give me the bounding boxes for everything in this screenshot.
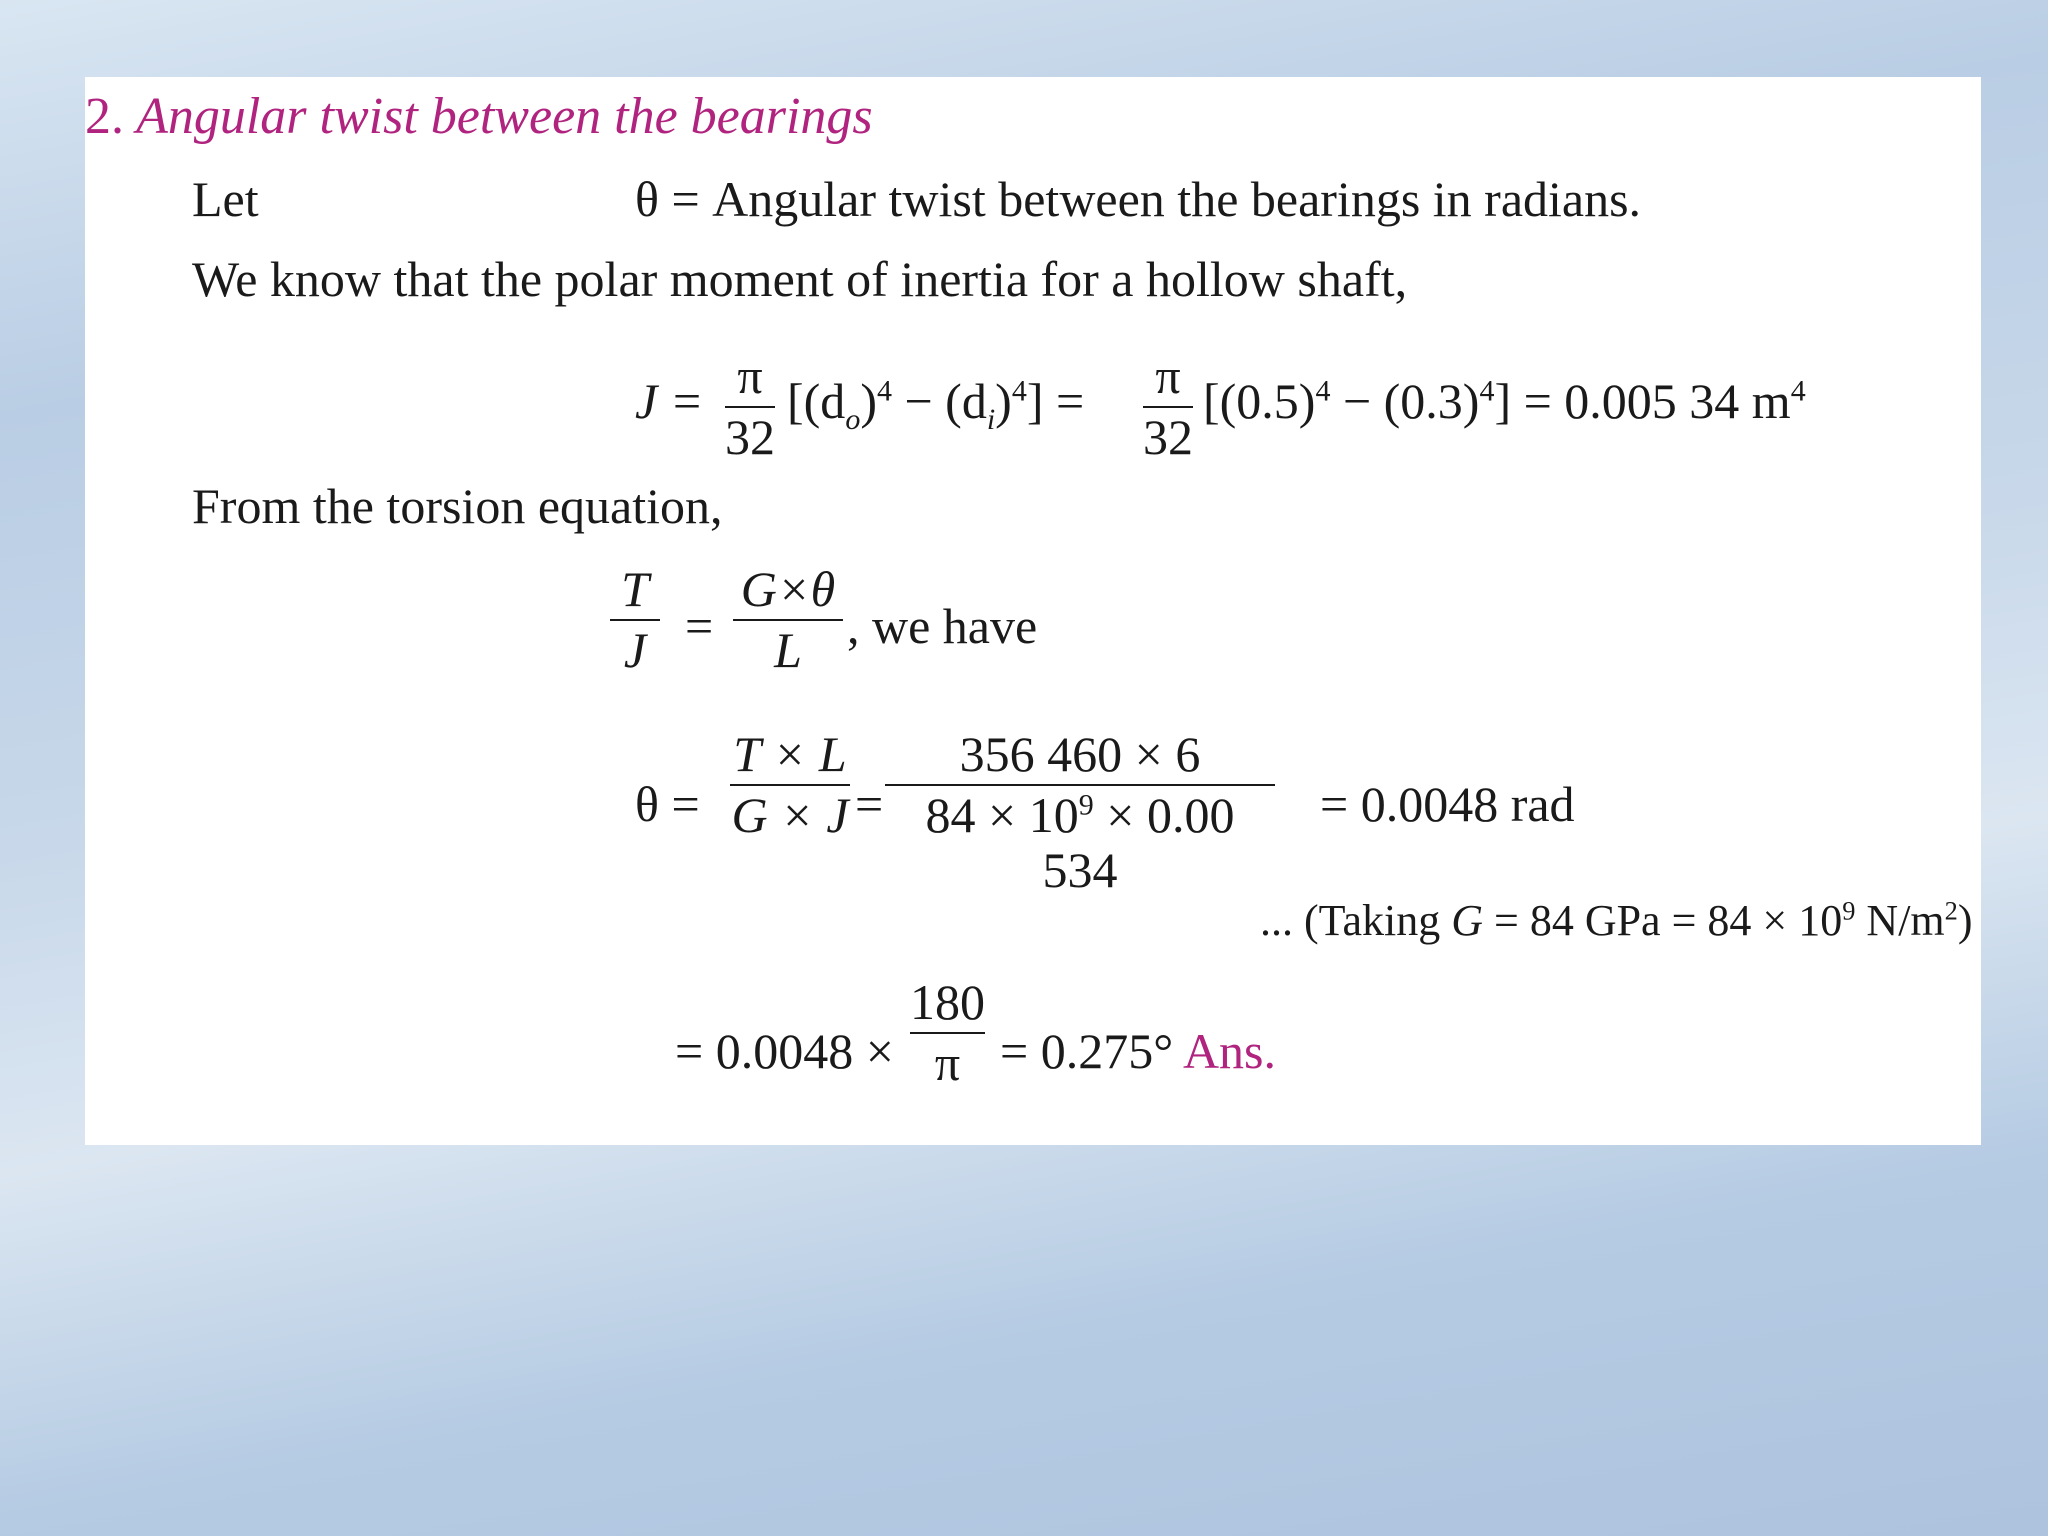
theta-result: = 0.0048 rad xyxy=(1320,776,1575,832)
heading-title: Angular twist between the bearings xyxy=(136,88,873,145)
answer-label: Ans. xyxy=(1182,1023,1277,1079)
section-heading xyxy=(85,87,873,146)
let-label: Let xyxy=(192,171,259,227)
degree-conversion-lhs: = 0.0048 × xyxy=(675,1023,894,1079)
tl-over-gj-fraction: T × L G × J xyxy=(731,726,849,843)
numeric-theta-fraction: 356 460 × 6 $84 \times 10^9 \times 0.00$ 534 xyxy=(885,727,1275,898)
torsion-equals: = xyxy=(685,598,714,654)
j-diameter-expression: $[(d_o)^4 - (d_i)^4]$ = xyxy=(787,373,1085,436)
180-over-pi-fraction: 180 π xyxy=(910,974,985,1091)
j-numeric-expression: $[(0.5)^4 - (0.3)^4] = 0.005$ 34 $m^4$ xyxy=(1203,373,1806,429)
polar-moment-intro: We know that the polar moment of inertia for a hollow shaft, xyxy=(192,251,1408,307)
theta-lhs: θ = xyxy=(635,776,700,832)
pi-over-32-fraction-2: π 32 xyxy=(1143,348,1193,465)
theta-equals: = xyxy=(855,776,884,832)
taking-g-note: ... (Taking G = 84 GPa = $84 \times 10^9$ $N/m^2$) xyxy=(1260,895,1973,945)
degree-result: = 0.275° Ans. xyxy=(1000,1023,1277,1079)
theta-definition: θ = Angular twist between the bearings in radians. xyxy=(635,171,1642,227)
heading-number: 2. xyxy=(85,88,124,145)
t-over-j-fraction: T J xyxy=(610,562,660,678)
g-theta-over-l-fraction: G×θ L xyxy=(733,562,843,678)
j-lhs: J = xyxy=(635,373,704,429)
pi-symbol: π xyxy=(737,348,763,404)
pi-over-32-fraction-1 xyxy=(725,349,775,465)
j-equation xyxy=(635,372,703,430)
denominator-32: 32 xyxy=(725,409,775,465)
we-have-text: , we have xyxy=(847,598,1038,654)
torsion-intro: From the torsion equation, xyxy=(192,478,723,534)
document-page xyxy=(85,77,1981,1145)
